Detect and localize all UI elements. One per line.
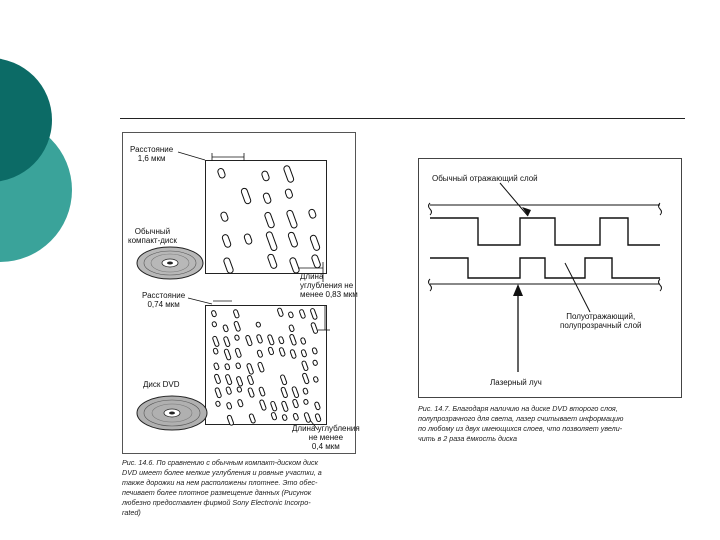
label-track-pitch-dvd: Расстояние 0,74 мкм bbox=[142, 291, 186, 309]
label-laser-beam: Лазерный луч bbox=[490, 378, 542, 387]
label-pit-length-cd: Длина углубления не менее 0,83 мкм bbox=[300, 272, 358, 299]
label-reflective-layer: Обычный отражающий слой bbox=[432, 174, 538, 183]
caption-fig-14-6: Рис. 14.6. По сравнению с обычным компакт-диском диск DVD имеет более мелкие углубления и ровные участки, а также дорожки на нем расположены плотнее. Это обес- печивает более плотное размещение данных (Рисунок любезно предоставлен фирмой Sony Electronic Incorpo- rated) bbox=[122, 458, 322, 517]
label-semi-reflective-layer: Полуотражающий, полупрозрачный слой bbox=[560, 312, 642, 330]
label-dvd: Диск DVD bbox=[143, 380, 180, 389]
label-pit-length-dvd: Длина углубления не менее 0,4 мкм bbox=[292, 424, 360, 451]
label-track-pitch-cd: Расстояние 1,6 мкм bbox=[130, 145, 174, 163]
caption-fig-14-7: Рис. 14.7. Благодаря наличию на диске DVD второго слоя, полупрозрачного для света, лазер считывает информацию по любому из двух имеющихся слоев, что позволяет увели- чить в 2 раза ёмкость диска bbox=[418, 404, 624, 443]
label-cd: Обычный компакт-диск bbox=[128, 227, 177, 245]
